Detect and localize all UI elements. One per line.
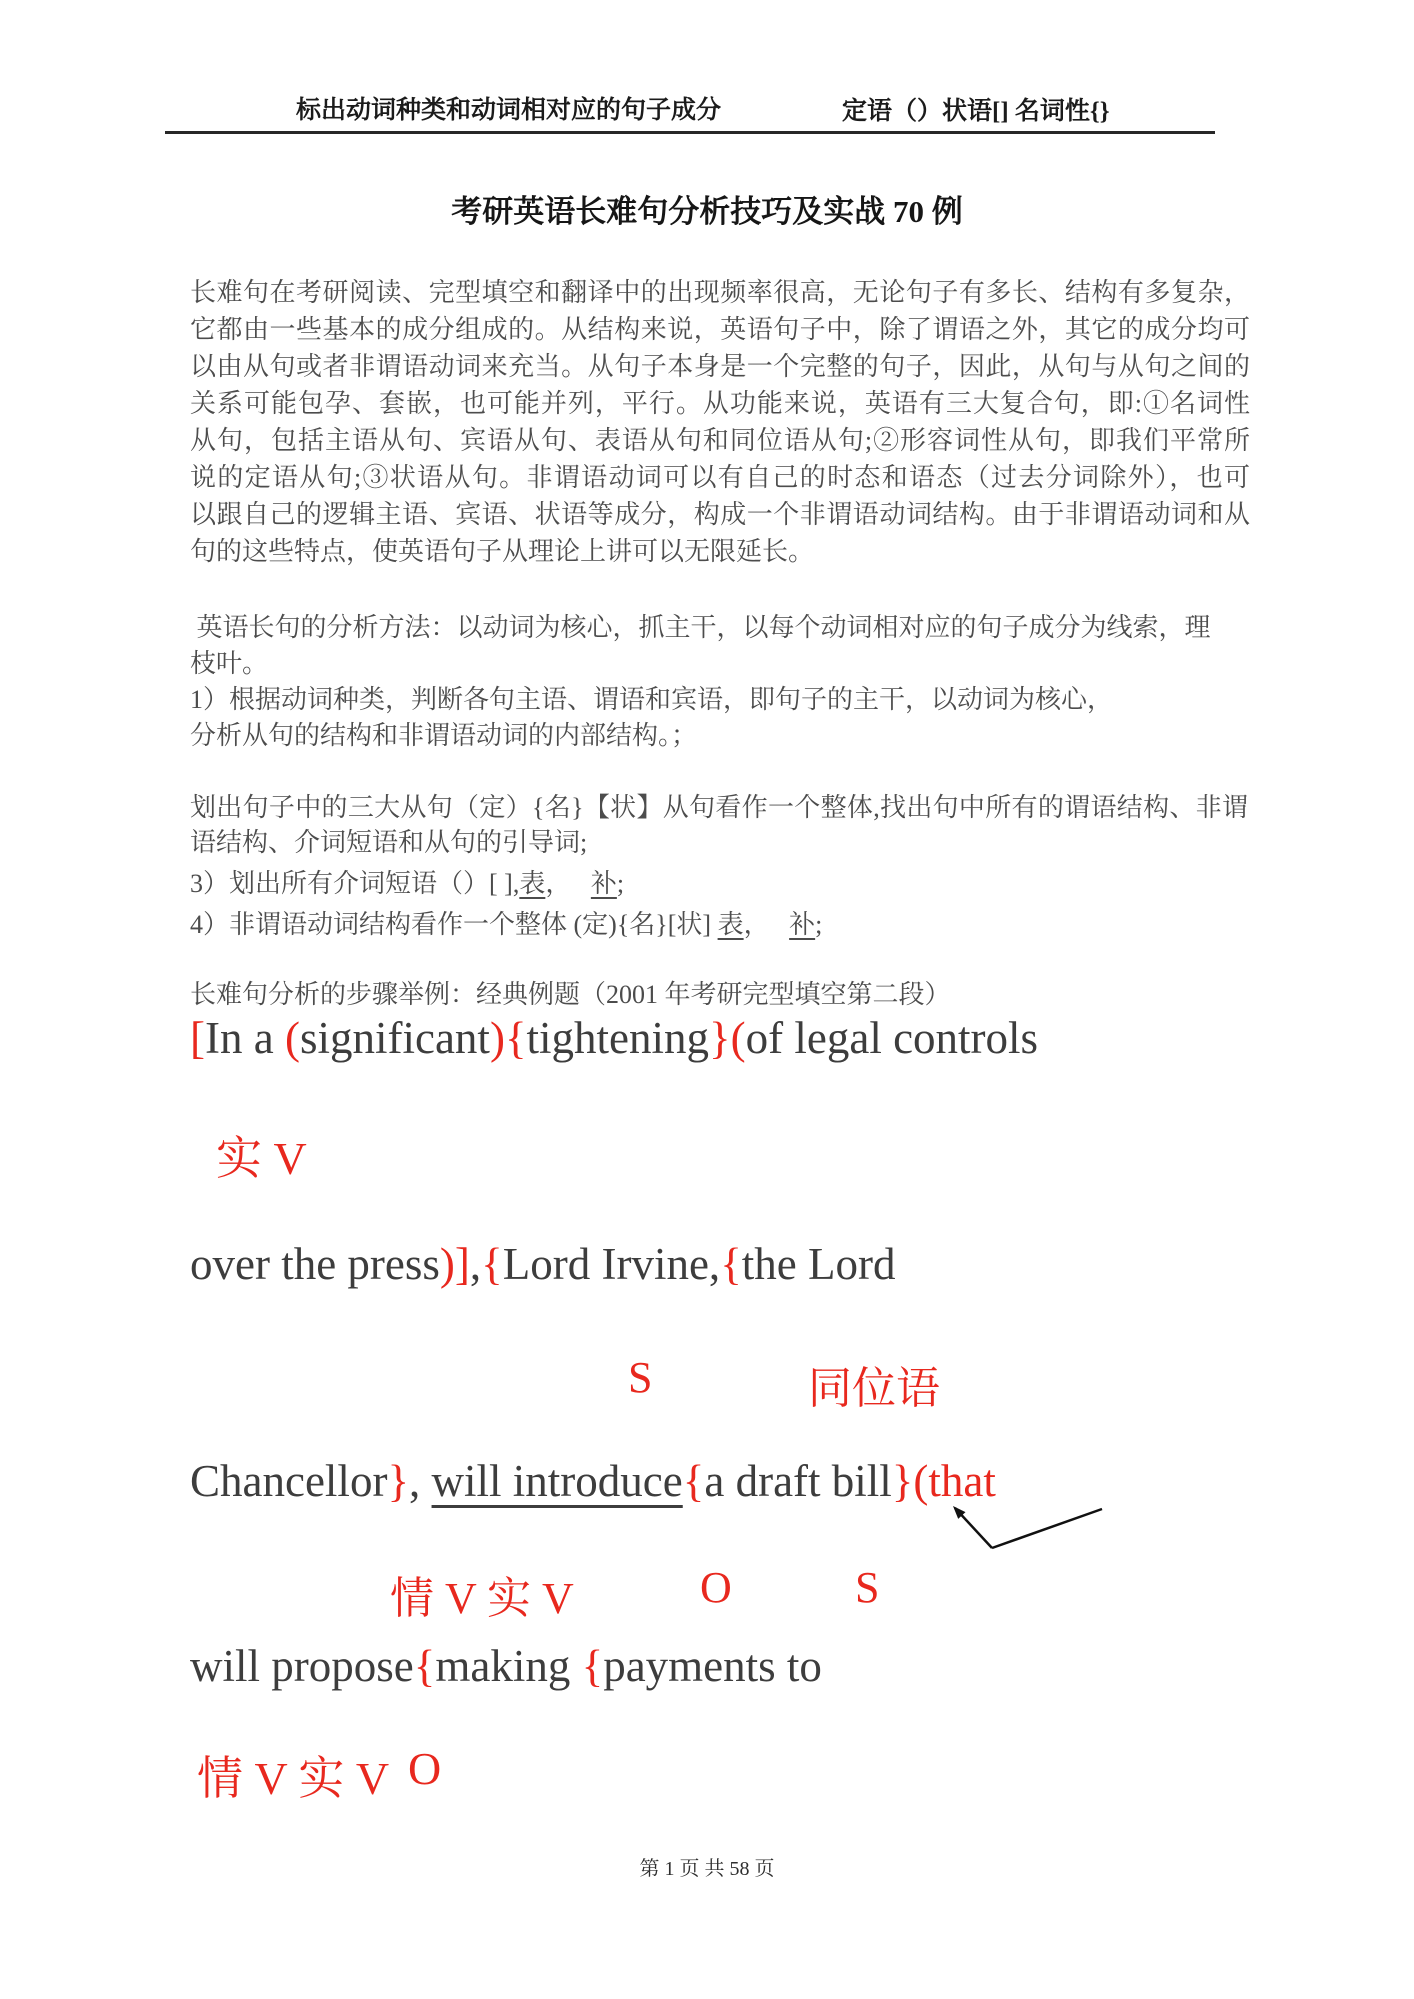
- annotation-label-clause-subject: S: [855, 1563, 880, 1612]
- page-footer: 第 1 页 共 58 页: [639, 1858, 775, 1880]
- annotation-label-object: O: [700, 1563, 732, 1612]
- steps-line-4: 4）非谓语动词结构看作一个整体 (定){名}[状] 表， 补;: [190, 910, 823, 939]
- annotation-label-subject: S: [628, 1353, 653, 1402]
- sentence-line-2: over the press)],{Lord Irvine,{the Lord: [190, 1239, 896, 1289]
- header-left-text: 标出动词种类和动词相对应的句子成分: [296, 97, 722, 124]
- annotation-label-modal-real-verb: 情 V 实 V: [390, 1574, 574, 1623]
- steps-line-2: 语结构、介词短语和从句的引导词;: [190, 828, 588, 857]
- steps-line-1: 划出句子中的三大从句（定）{名}【状】从句看作一个整体,找出句中所有的谓语结构、非谓: [190, 793, 1248, 822]
- sentence-line-4: will propose{making {payments to: [190, 1641, 822, 1691]
- sentence-line-3: Chancellor}, will introduce{a draft bill}(that: [190, 1456, 996, 1506]
- annotation-label-apposition: 同位语: [808, 1364, 940, 1413]
- document-title: 考研英语长难句分析技巧及实战 70 例: [451, 194, 963, 229]
- steps-paragraph: [190, 790, 1260, 942]
- method-paragraph: 英语长句的分析方法：以动词为核心，抓主干，以每个动词相对应的句子成分为线索，理 枝叶。 1）根据动词种类，判断各句主语、谓语和宾语，即句子的主干，以动词为核心， 分析从句的结构和非谓语动词的内部结构。；: [190, 613, 1211, 750]
- header-rule: [165, 131, 1215, 134]
- intro-paragraph: 长难句在考研阅读、完型填空和翻译中的出现频率很高，无论句子有多长、结构有多复杂， 它都由一些基本的成分组成的。从结构来说，英语句子中，除了谓语之外，其它的成分均可 以由从句或者非谓语动词来充当。从句子本身是一个完整的句子，因此，从句与从句之间的 关系可能包孕、套嵌，也可能并列，平行。从功能来说，英语有三大复合句，即:①名词性 从句，包括主语从句、宾语从句、表语从句和同位语从句;②形容词性从句，即我们平常所 说的定语从句;③状语从句。非谓语动词可以有自己的时态和语态（过去分词除外），也可 以跟自己的逻辑主语、宾语、状语等成分，构成一个非谓语动词结构。由于非谓语动词和从 句的这些特点，使英语句子从理论上讲可以无限延长。: [190, 278, 1250, 566]
- steps-line-3: 3）划出所有介词短语（）[ ],表， 补;: [190, 869, 625, 898]
- annotation-label-object-2: O: [408, 1743, 442, 1794]
- annotation-label-modal-real-verb-2: 情 V 实 V: [197, 1753, 390, 1804]
- sentence-line-1: [In a (significant){tightening}(of legal controls: [190, 1013, 1039, 1063]
- header-right-text: 定语（）状语[] 名词性{}: [842, 98, 1110, 125]
- example-heading: 长难句分析的步骤举例：经典例题（2001 年考研完型填空第二段）: [190, 980, 951, 1009]
- annotation-arrow: [928, 1490, 1118, 1560]
- annotation-label-real-verb: 实 V: [216, 1133, 307, 1184]
